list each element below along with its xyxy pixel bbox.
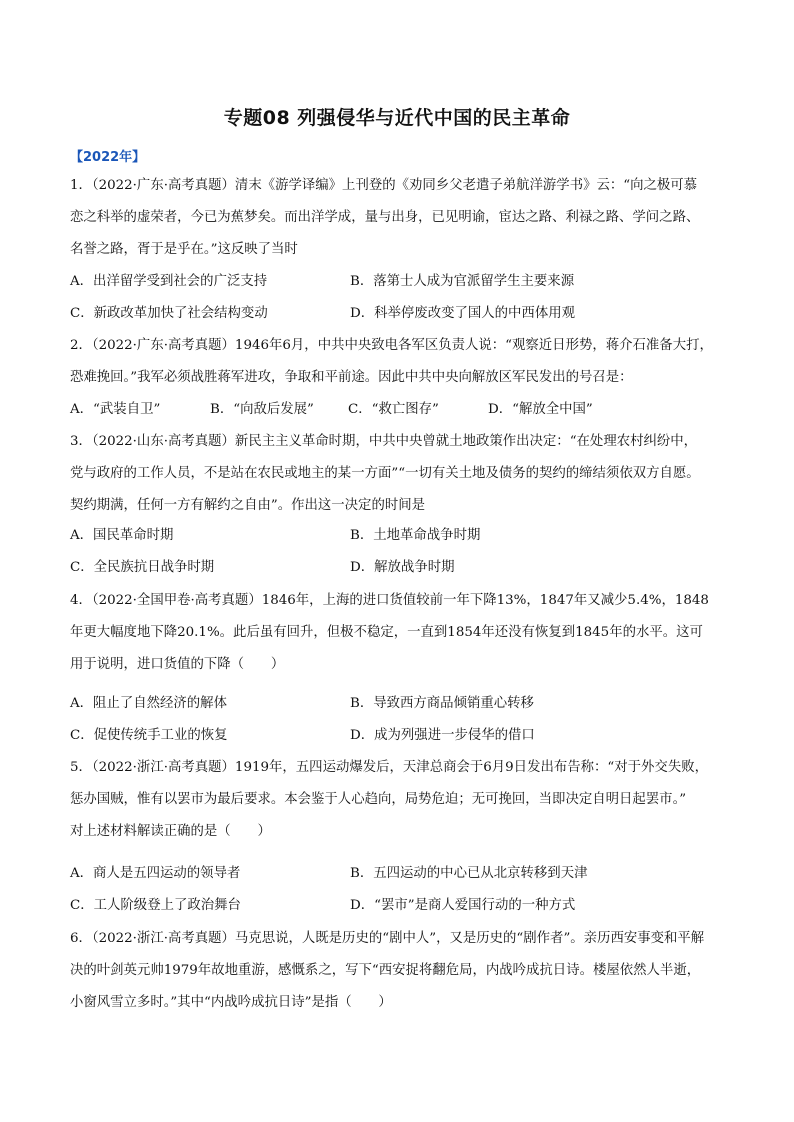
question-4 [70,585,730,681]
option-a: A．出洋留学受到社会的广泛支持 [70,274,268,289]
question-2-line-1: 2．（2022·广东·高考真题）1946年6月，中共中央致电各军区负责人说：“观察近日形势，蒋介石准备大打， [70,338,713,353]
option-c: C．全民族抗日战争时期 [70,560,215,575]
option-d: D．解放战争时期 [350,560,455,575]
question-2-options [70,394,730,426]
question-4-line-2: 年更大幅度地下降20.1%。此后虽有回升，但极不稳定，一直到1854年还没有恢复到1845年的水平。这可 [70,625,703,640]
option-a: A．阻止了自然经济的解体 [70,696,227,711]
option-d: D．“罢市”是商人爱国行动的一种方式 [350,898,576,913]
question-3-options [70,520,730,584]
question-5 [70,752,730,848]
question-1-options [70,266,730,330]
option-d: D．“解放全中国” [488,402,593,417]
question-3 [70,426,730,522]
question-6-line-3: 小窗风雪立多时。”其中“内战吟成抗日诗”是指（ ） [70,995,392,1010]
question-5-line-3: 对上述材料解读正确的是（ ） [70,824,271,839]
question-5-line-2: 惩办国贼，惟有以罢市为最后要求。本会鉴于人心趋向，局势危迫；无可挽回，当即决定自明日起罢市。” [70,792,687,807]
option-d: D．成为列强进一步侵华的借口 [350,728,535,743]
option-d: D．科举停废改变了国人的中西体用观 [350,306,575,321]
question-5-line-1: 5．（2022·浙江·高考真题）1919年，五四运动爆发后，天津总商会于6月9日发出布告称：“对于外交失败， [70,760,708,775]
question-2-line-2: 恐难挽回。”我军必须战胜蒋军进攻，争取和平前途。因此中共中央向解放区军民发出的号召是： [70,370,633,385]
question-6-line-1: 6．（2022·浙江·高考真题）马克思说，人既是历史的“剧中人”，又是历史的“剧作者”。亲历西安事变和平解 [70,931,705,946]
option-b: B．落第士人成为官派留学生主要来源 [350,274,575,289]
option-b: B．土地革命战争时期 [350,528,481,543]
question-3-line-1: 3．（2022·山东·高考真题）新民主主义革命时期，中共中央曾就土地政策作出决定：“在处理农村纠纷中， [70,434,698,449]
question-2 [70,330,730,394]
question-4-options [70,688,730,752]
question-5-options [70,858,730,922]
page-title: 专题08 列强侵华与近代中国的民主革命 [223,107,571,129]
section-heading-2022: 【2022年】 [70,150,146,165]
question-1-line-3: 名誉之路，胥于是乎在。”这反映了当时 [70,242,298,257]
question-3-line-2: 党与政府的工作人员，不是站在农民或地主的某一方面”“一切有关土地及债务的契约的缔结须依双方自愿。 [70,466,700,481]
question-4-line-3: 用于说明，进口货值的下降（ ） [70,657,285,672]
question-6 [70,923,730,1019]
option-c: C．工人阶级登上了政治舞台 [70,898,241,913]
option-b: B．导致西方商品倾销重心转移 [350,696,534,711]
option-a: A．“武装自卫” [70,402,161,417]
option-c: C．“救亡图存” [348,402,439,417]
question-1-line-1: 1．（2022·广东·高考真题）清末《游学译编》上刊登的《劝同乡父老遣子弟航洋游学书》云：“向之极可慕 [70,178,698,193]
option-b: B．“向敌后发展” [210,402,314,417]
question-3-line-3: 契约期满，任何一方有解约之自由”。作出这一决定的时间是 [70,498,425,513]
option-a: A．国民革命时期 [70,528,174,543]
question-4-line-1: 4．（2022·全国甲卷·高考真题）1846年，上海的进口货值较前一年下降13%，1847年又减少5.4%，1848 [70,593,709,608]
question-1-line-2: 恋之科举的虚荣者，今已为蕉梦矣。而出洋学成，量与出身，已见明谕，宦达之路、利禄之路、学问之路、 [70,210,700,225]
option-b: B．五四运动的中心已从北京转移到天津 [350,866,588,881]
option-c: C．促使传统手工业的恢复 [70,728,228,743]
option-a: A．商人是五四运动的领导者 [70,866,241,881]
question-6-line-2: 决的叶剑英元帅1979年故地重游，感慨系之，写下“西安捉将翻危局，内战吟成抗日诗。楼屋依然人半逝， [70,963,701,978]
option-c: C．新政改革加快了社会结构变动 [70,306,268,321]
question-1 [70,170,730,266]
